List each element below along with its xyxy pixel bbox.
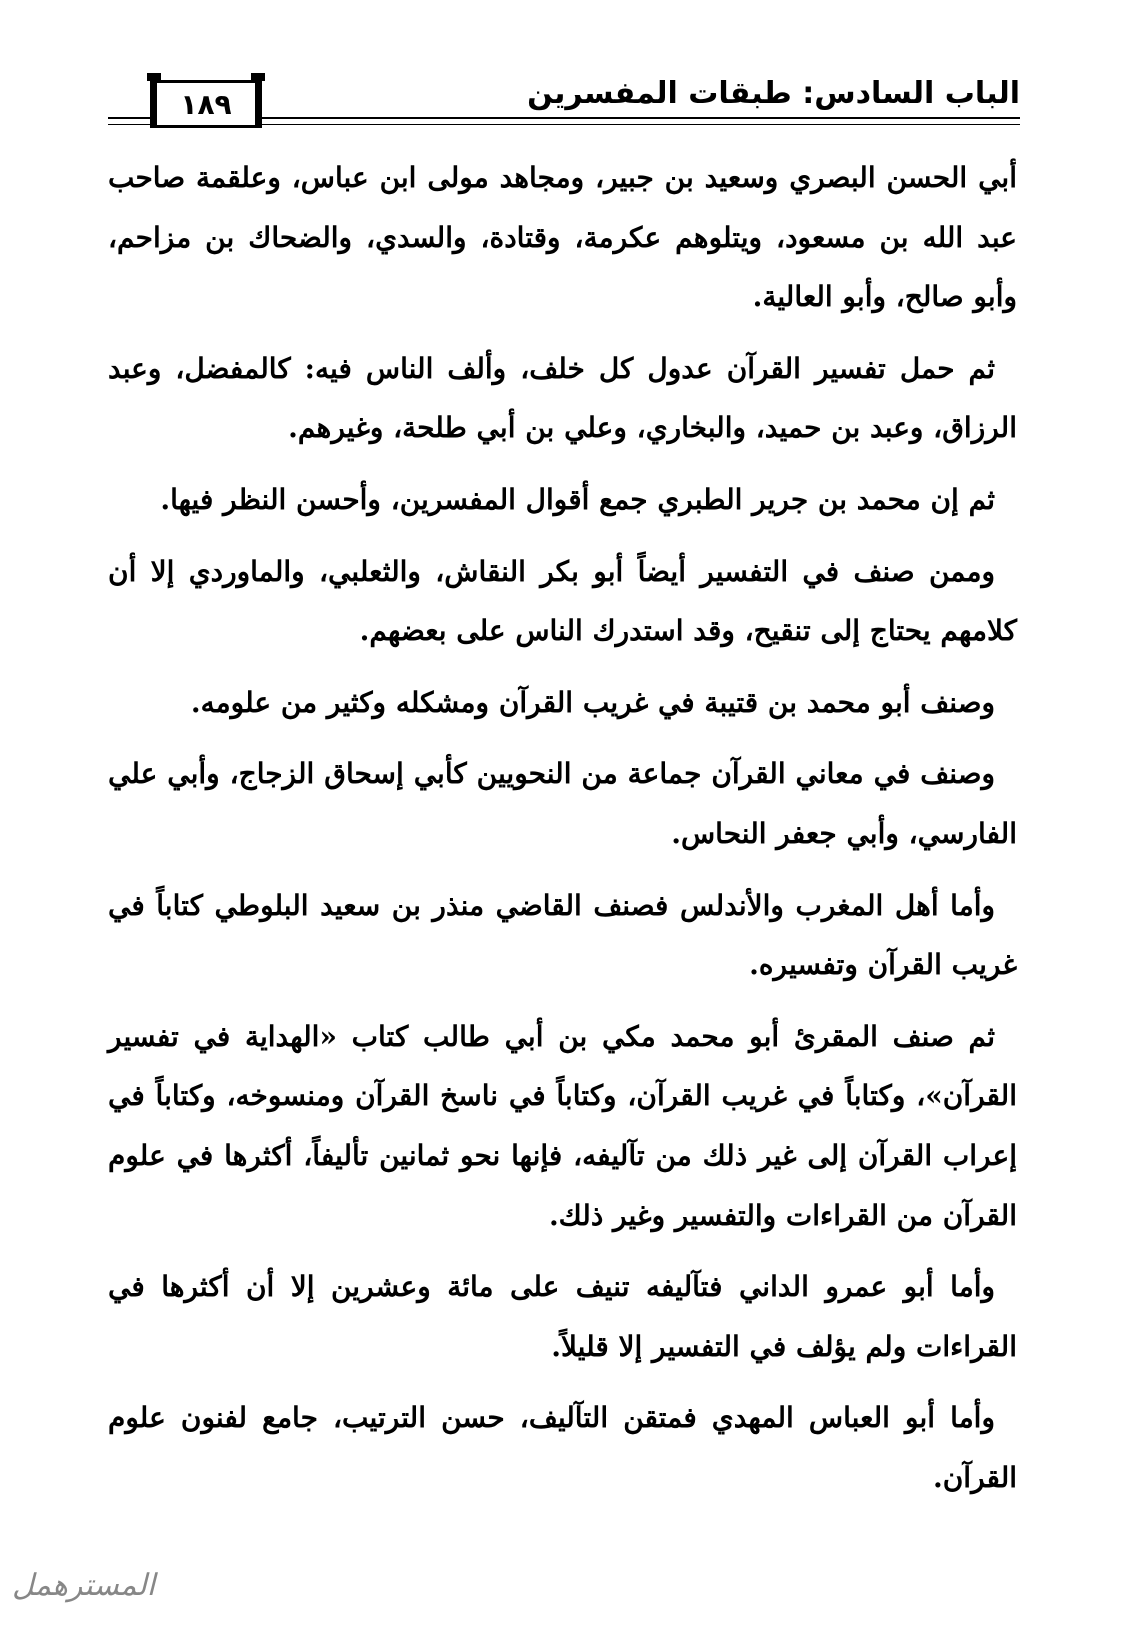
paragraph-10: وأما أبو العباس المهدي فمتقن التآليف، حسن الترتيب، جامع لفنون علوم القرآن. [108,1401,1017,1494]
watermark-logo [12,1568,155,1603]
paragraph-1: أبي الحسن البصري وسعيد بن جبير، ومجاهد مولى ابن عباس، وعلقمة صاحب عبد الله بن مسعود، ويتلوهم عكرمة، وقتادة، والسدي، والضحاك بن مزاحم، وأبو صالح، وأبو العالية. [108,161,1018,314]
watermark-text: المسترهمل [12,1568,156,1603]
paragraph-6: وصنف في معاني القرآن جماعة من النحويين كأبي إسحاق الزجاج، وأبي علي الفارسي، وأبي جعفر النحاس. [108,757,1017,850]
paragraph-8: ثم صنف المقرئ أبو محمد مكي بن أبي طالب كتاب «الهداية في تفسير القرآن»، وكتاباً في غريب القرآن، وكتاباً في ناسخ القرآن ومنسوخه، وكتاباً في إعراب القرآن إلى غير ذلك من تآليفه، فإنها نحو ثمانين تأليفاً، أكثرها في علوم القرآن من القراءات والتفسير وغير ذلك. [108,1019,1017,1232]
paragraph-3: ثم إن محمد بن جرير الطبري جمع أقوال المفسرين، وأحسن النظر فيها. [160,482,995,516]
page-number-box [150,80,262,128]
paragraph-9: وأما أبو عمرو الداني فتآليفه تنيف على مائة وعشرين إلا أن أكثرها في القراءات ولم يؤلف في التفسير إلا قليلاً. [108,1270,1017,1363]
paragraph-2: ثم حمل تفسير القرآن عدول كل خلف، وألف الناس فيه: كالمفضل، وعبد الرزاق، وعبد بن حميد، والبخاري، وعلي بن أبي طلحة، وغيرهم. [108,351,1017,445]
paragraph-5: وصنف أبو محمد بن قتيبة في غريب القرآن ومشكله وكثير من علومه. [190,685,995,719]
running-title: الباب السادس: طبقات المفسرين [527,76,1020,111]
page-header [108,74,1020,134]
paragraph-7: وأما أهل المغرب والأندلس فصنف القاضي منذر بن سعيد البلوطي كتاباً في غريب القرآن وتفسيره. [108,888,1017,982]
page-number: ١٨٩ [180,87,232,121]
paragraph-4: وممن صنف في التفسير أيضاً أبو بكر النقاش، والثعلبي، والماوردي إلا أن كلامهم يحتاج إلى تنقيح، وقد استدرك الناس على بعضهم. [108,554,1017,648]
body-text [108,148,1017,1519]
